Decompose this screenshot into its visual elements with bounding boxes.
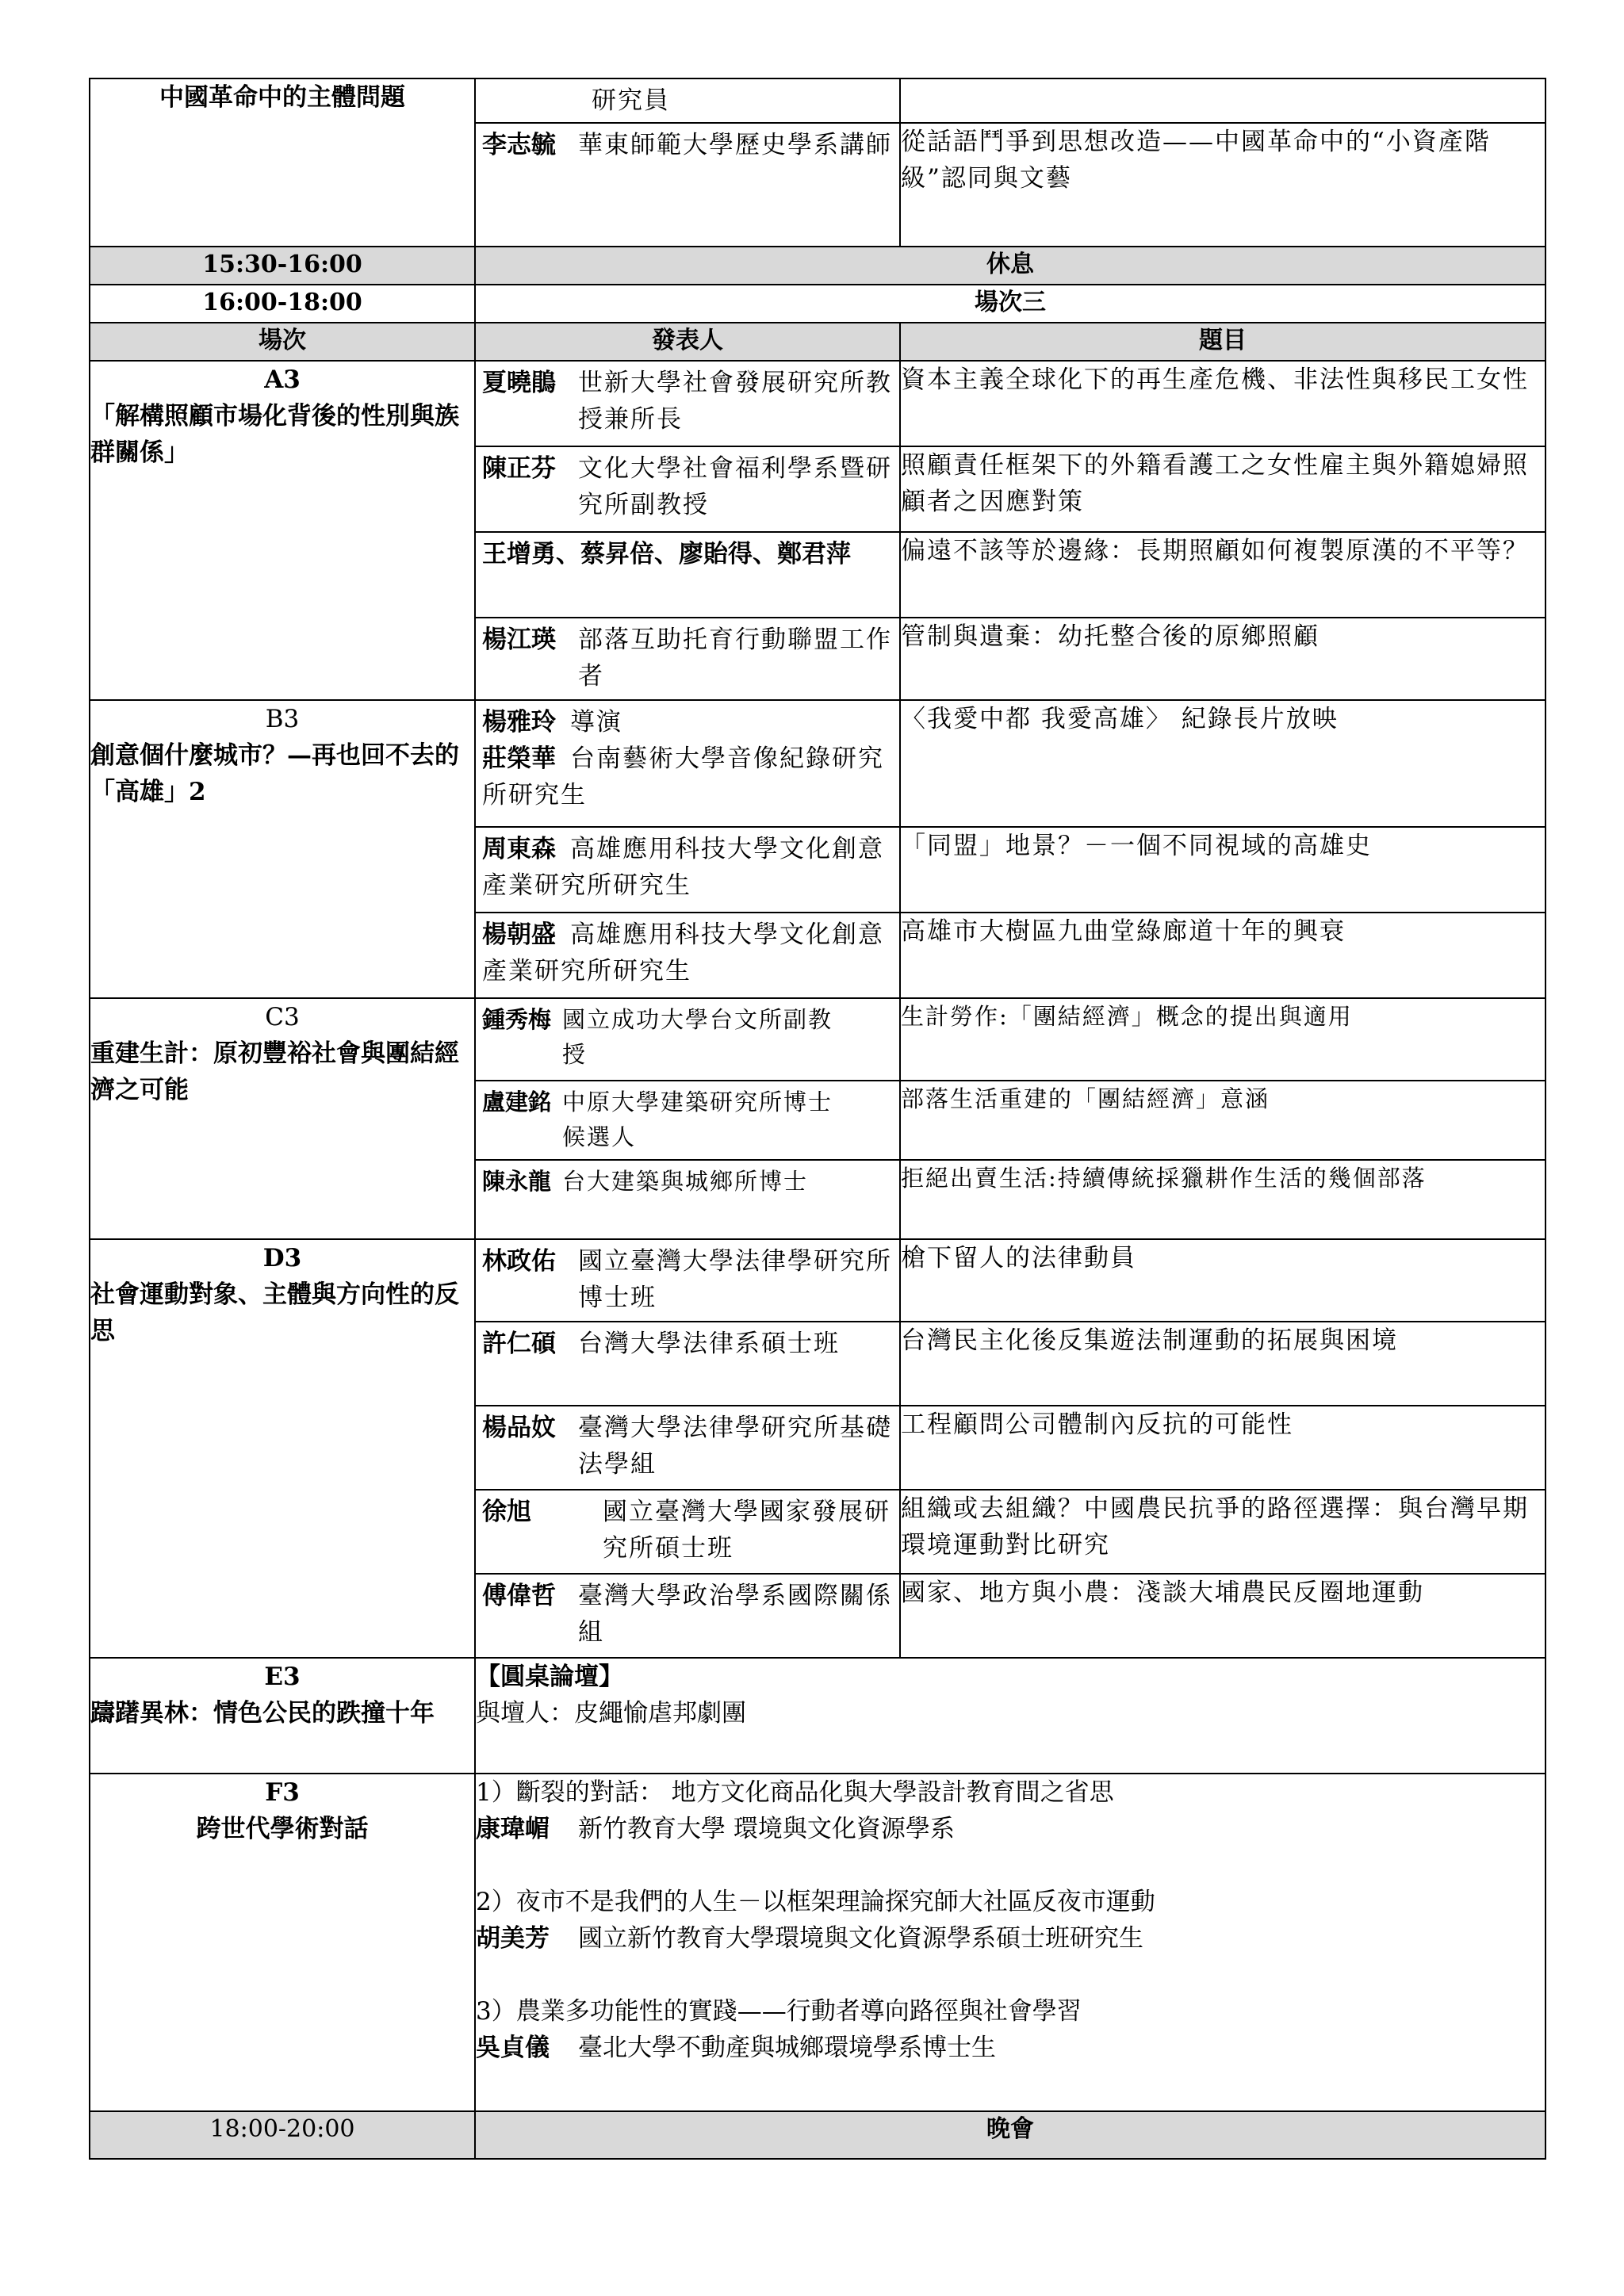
presenter-name: 林政佑 bbox=[482, 1247, 556, 1276]
presenter-name: 陳正芬 bbox=[482, 454, 556, 483]
table-row bbox=[90, 700, 1545, 827]
evening-row bbox=[90, 2111, 1545, 2159]
presenter-cell bbox=[475, 532, 900, 618]
topic-cell: 國家、地方與小農：淺談大埔農民反圈地運動 bbox=[900, 1574, 1545, 1658]
table-row bbox=[90, 78, 1545, 123]
presenter-cell bbox=[475, 123, 900, 247]
dialogue-topic: 2）夜市不是我們的人生－以框架理論探究師大社區反夜市運動 bbox=[476, 1888, 1155, 1916]
topic-cell: 照顧責任框架下的外籍看護工之女性雇主與外籍媳婦照顧者之因應對策 bbox=[900, 446, 1545, 532]
presenter-name: 陳永龍 bbox=[482, 1168, 552, 1195]
presenter-name: 許仁碩 bbox=[482, 1330, 556, 1358]
header-presenter: 發表人 bbox=[475, 323, 900, 361]
session-code: A3 bbox=[264, 365, 301, 394]
session-title: 創意個什麼城市？—再也回不去的「高雄」2 bbox=[90, 741, 459, 806]
presenter-cell bbox=[475, 1239, 900, 1322]
topic-cell: 拒絕出賣生活:持續傳統採獵耕作生活的幾個部落 bbox=[900, 1160, 1545, 1239]
presenter-cell bbox=[475, 700, 900, 827]
dialogue-affiliation: 國立新竹教育大學環境與文化資源學系碩士班研究生 bbox=[578, 1924, 1143, 1953]
session-code: E3 bbox=[264, 1663, 301, 1691]
presenter-cell bbox=[475, 913, 900, 998]
topic-cell: 資本主義全球化下的再生產危機、非法性與移民工女性 bbox=[900, 361, 1545, 446]
session-title: 跨世代學術對話 bbox=[196, 1815, 369, 1843]
dialogue-name: 胡美芳 bbox=[476, 1924, 550, 1953]
session-code: F3 bbox=[265, 1778, 300, 1807]
presenter-cell bbox=[475, 1574, 900, 1658]
presenter-name: 徐旭 bbox=[482, 1498, 531, 1526]
presenter-affiliation: 導演 bbox=[570, 708, 622, 737]
header-topic: 題目 bbox=[900, 323, 1545, 361]
header-session: 場次 bbox=[90, 323, 475, 361]
presenter-cell bbox=[475, 446, 900, 532]
session-code: D3 bbox=[262, 1244, 302, 1272]
session-title: 重建生計：原初豐裕社會與團結經濟之可能 bbox=[90, 1039, 459, 1104]
session-cell-c3 bbox=[90, 998, 475, 1239]
topic-cell: 偏遠不該等於邊緣：長期照顧如何複製原漢的不平等？ bbox=[900, 532, 1545, 618]
presenter-affiliation: 臺灣大學法律學研究所基礎法學組 bbox=[578, 1414, 892, 1479]
session-cell-f3 bbox=[90, 1774, 475, 2111]
presenter-cell bbox=[475, 618, 900, 700]
presenter-affiliation: 國立臺灣大學法律學研究所博士班 bbox=[578, 1247, 892, 1312]
session-cell-a3 bbox=[90, 361, 475, 700]
session-cell-d3 bbox=[90, 1239, 475, 1658]
topic-cell bbox=[900, 78, 1545, 123]
break-row bbox=[90, 247, 1545, 285]
presenter-cell bbox=[475, 78, 900, 123]
presenter-affiliation: 部落互助托育行動聯盟工作者 bbox=[578, 626, 892, 691]
topic-cell: 高雄市大樹區九曲堂綠廊道十年的興衰 bbox=[900, 913, 1545, 998]
presenter-cell bbox=[475, 1160, 900, 1239]
dialogue-affiliation: 新竹教育大學 環境與文化資源學系 bbox=[578, 1815, 955, 1843]
table-row bbox=[90, 361, 1545, 446]
slot-row bbox=[90, 285, 1545, 323]
presenter-affiliation: 華東師範大學歷史學系講師 bbox=[578, 131, 892, 159]
presenter-affiliation: 高雄應用科技大學文化創意產業研究所研究生 bbox=[482, 835, 884, 900]
forum-cell bbox=[475, 1658, 1545, 1774]
topic-cell: 從話語鬥爭到思想改造——中國革命中的“小資產階級”認同與文藝 bbox=[900, 123, 1545, 247]
presenter-affiliation: 中原大學建築研究所博士候選人 bbox=[562, 1089, 833, 1150]
presenter-cell bbox=[475, 361, 900, 446]
session-cell-b3 bbox=[90, 700, 475, 998]
topic-cell: 〈我愛中都 我愛高雄〉 紀錄長片放映 bbox=[900, 700, 1545, 827]
forum-title: 【圓桌論壇】 bbox=[476, 1663, 623, 1691]
session-cell-e3 bbox=[90, 1658, 475, 1774]
presenter-affiliation: 文化大學社會福利學系暨研究所副教授 bbox=[578, 454, 892, 519]
presenter-affiliation: 國立成功大學台文所副教授 bbox=[562, 1006, 833, 1068]
dialogue-topic: 3）農業多功能性的實踐——行動者導向路徑與社會學習 bbox=[476, 1997, 1082, 2026]
evening-time: 18:00-20:00 bbox=[90, 2111, 475, 2159]
presenter-affiliation: 國立臺灣大學國家發展研究所碩士班 bbox=[603, 1498, 891, 1563]
slot-time: 16:00-18:00 bbox=[90, 285, 475, 323]
dialogue-cell bbox=[475, 1774, 1545, 2111]
dialogue-topic: 1）斷裂的對話： 地方文化商品化與大學設計教育間之省思 bbox=[476, 1778, 1114, 1807]
session-title: 躊躇異林：情色公民的跌撞十年 bbox=[90, 1699, 435, 1728]
evening-label: 晚會 bbox=[475, 2111, 1545, 2159]
presenter-cell bbox=[475, 1406, 900, 1490]
topic-cell: 部落生活重建的「團結經濟」意涵 bbox=[900, 1081, 1545, 1160]
presenter-name: 楊雅玲 bbox=[482, 708, 556, 737]
table-row bbox=[90, 998, 1545, 1081]
table-row bbox=[90, 1774, 1545, 2111]
session-title: 中國革命中的主體問題 bbox=[159, 83, 405, 112]
presenter-cell bbox=[475, 1322, 900, 1406]
presenter-name: 盧建銘 bbox=[482, 1089, 552, 1115]
session-code: B3 bbox=[265, 705, 300, 733]
topic-cell: 組織或去組織？中國農民抗爭的路徑選擇：與台灣早期環境運動對比研究 bbox=[900, 1490, 1545, 1574]
presenter-name: 李志毓 bbox=[482, 131, 556, 159]
presenter-cell bbox=[475, 827, 900, 913]
presenter-cell bbox=[475, 1081, 900, 1160]
presenter-name: 周東森 bbox=[482, 835, 556, 863]
dialogue-name: 吳貞儀 bbox=[476, 2034, 550, 2062]
presenter-cell bbox=[475, 1490, 900, 1574]
presenter-affiliation: 臺灣大學政治學系國際關係組 bbox=[578, 1582, 892, 1647]
topic-cell: 台灣民主化後反集遊法制運動的拓展與困境 bbox=[900, 1322, 1545, 1406]
presenter-affiliation: 台大建築與城鄉所博士 bbox=[562, 1168, 809, 1195]
presenter-affiliation: 研究員 bbox=[592, 86, 670, 115]
presenter-affiliation: 台灣大學法律系碩士班 bbox=[578, 1330, 840, 1358]
slot-label: 場次三 bbox=[475, 285, 1545, 323]
topic-cell: 工程顧問公司體制內反抗的可能性 bbox=[900, 1406, 1545, 1490]
presenter-affiliation: 世新大學社會發展研究所教授兼所長 bbox=[578, 369, 892, 434]
topic-cell: 生計勞作:「團結經濟」概念的提出與適用 bbox=[900, 998, 1545, 1081]
presenter-affiliation: 高雄應用科技大學文化創意產業研究所研究生 bbox=[482, 920, 884, 985]
presenter-name: 莊榮華 bbox=[482, 744, 556, 773]
table-row bbox=[90, 1239, 1545, 1322]
schedule-table bbox=[89, 78, 1546, 2160]
forum-people: 與壇人：皮繩愉虐邦劇團 bbox=[476, 1699, 746, 1728]
dialogue-affiliation: 臺北大學不動產與城鄉環境學系博士生 bbox=[578, 2034, 996, 2062]
session-title: 社會運動對象、主體與方向性的反思 bbox=[90, 1280, 459, 1345]
break-label: 休息 bbox=[475, 247, 1545, 285]
presenter-name: 王增勇、蔡昇倍、廖貽得、鄭君萍 bbox=[482, 540, 851, 568]
header-row bbox=[90, 323, 1545, 361]
topic-cell: 管制與遺棄：幼托整合後的原鄉照顧 bbox=[900, 618, 1545, 700]
presenter-name: 傅偉哲 bbox=[482, 1582, 556, 1610]
topic-cell: 「同盟」地景？－一個不同視域的高雄史 bbox=[900, 827, 1545, 913]
topic-cell: 槍下留人的法律動員 bbox=[900, 1239, 1545, 1322]
presenter-name: 夏曉鵑 bbox=[482, 369, 556, 397]
presenter-name: 楊朝盛 bbox=[482, 920, 556, 949]
session-code: C3 bbox=[265, 1003, 300, 1031]
dialogue-name: 康瑋嵋 bbox=[476, 1815, 550, 1843]
presenter-name: 楊品妏 bbox=[482, 1414, 556, 1442]
session-cell bbox=[90, 78, 475, 247]
session-title: 「解構照顧市場化背後的性別與族群關係」 bbox=[90, 402, 459, 467]
break-time: 15:30-16:00 bbox=[90, 247, 475, 285]
table-row bbox=[90, 1658, 1545, 1774]
presenter-affiliation: 台南藝術大學音像紀錄研究所研究生 bbox=[482, 744, 884, 809]
presenter-name: 鍾秀梅 bbox=[482, 1006, 552, 1033]
presenter-cell bbox=[475, 998, 900, 1081]
presenter-name: 楊江瑛 bbox=[482, 626, 556, 654]
